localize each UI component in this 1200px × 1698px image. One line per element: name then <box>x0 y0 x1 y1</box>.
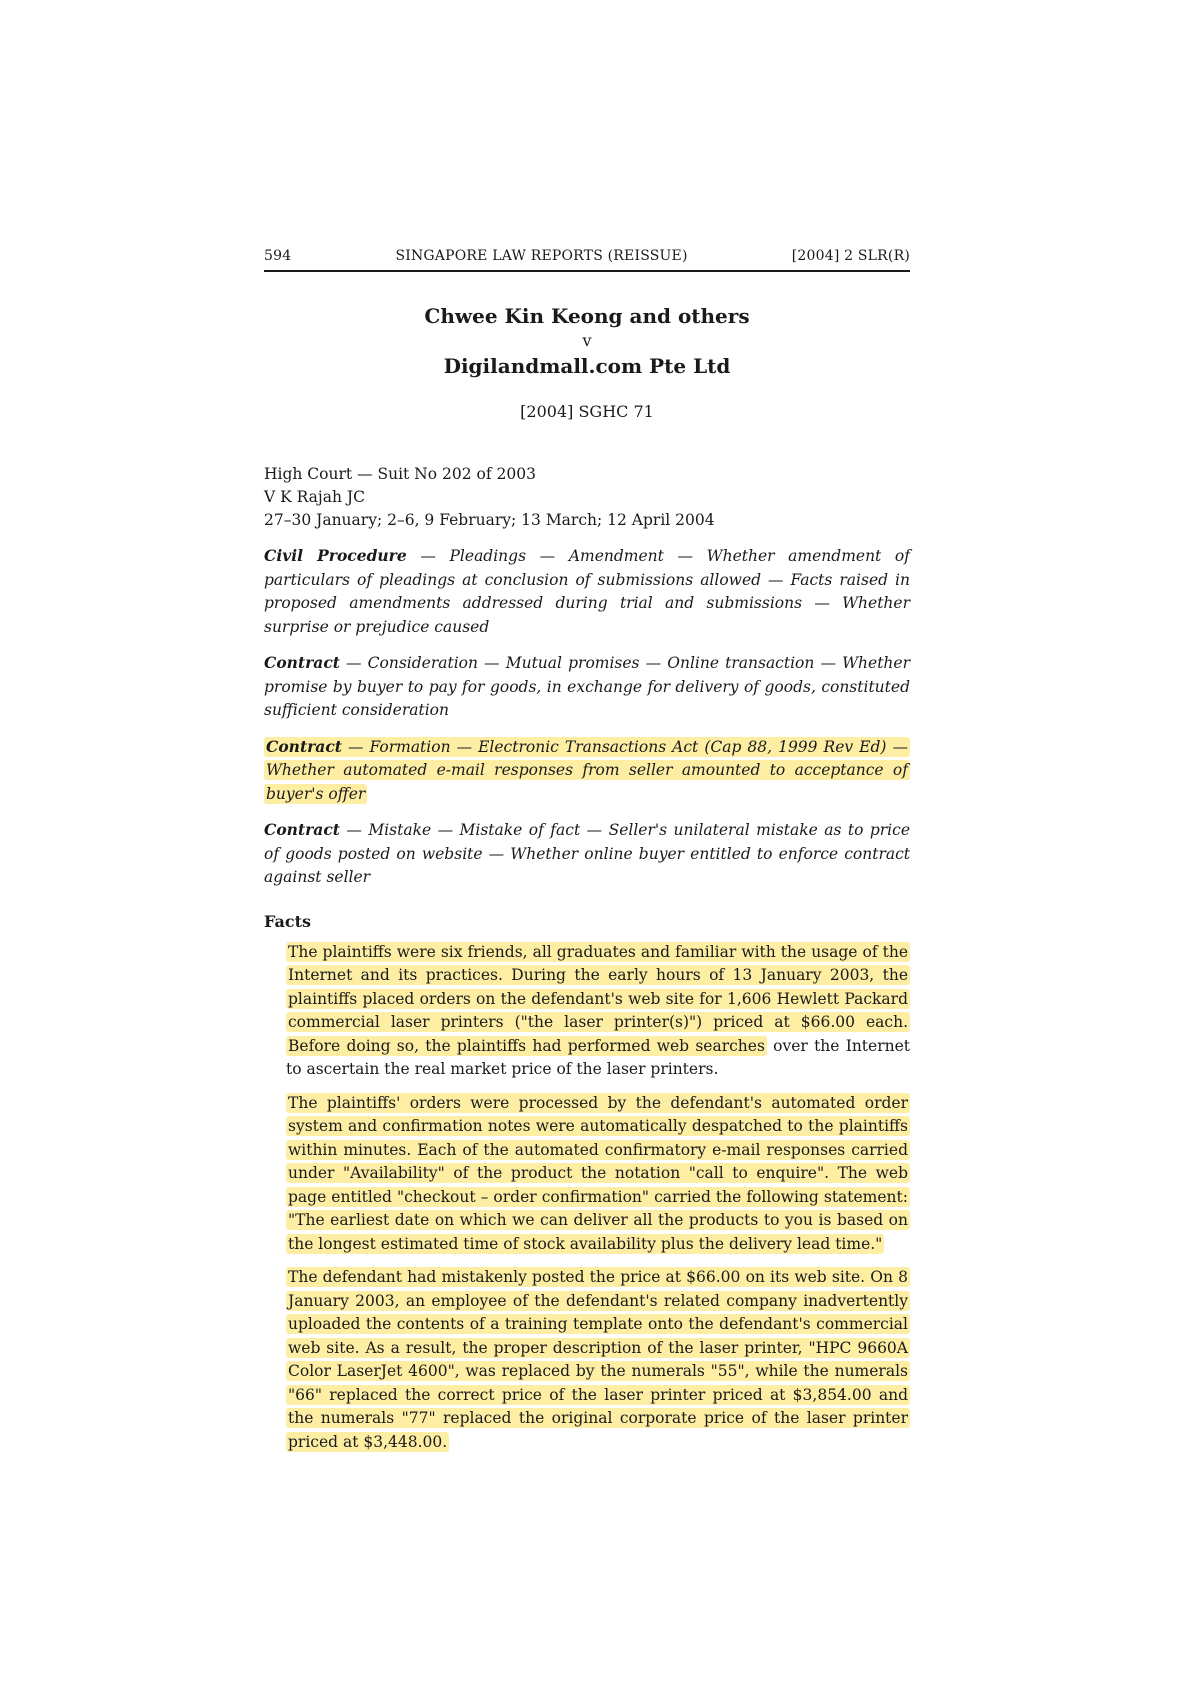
catchword-text: — Pleadings — Amendment — Whether amendment of particulars of pleadings at conclusion of submissions allowed — Facts raised in proposed amendments addressed during trial and submissions — Whether surprise or prejudice caused <box>264 547 910 636</box>
catchword-contract-mistake <box>264 818 910 890</box>
catchword-text: — Mistake — Mistake of fact — Seller's unilateral mistake as to price of goods posted on website — Whether online buyer entitled to enforce contract against seller <box>264 821 910 886</box>
plain-text: over the Internet to ascertain the real market price of the laser printers. <box>286 1036 910 1078</box>
law-report-page <box>264 248 910 1464</box>
party-defendant: Digilandmall.com Pte Ltd <box>443 354 731 378</box>
volume-citation: [2004] 2 SLR(R) <box>791 248 910 264</box>
page-number: 594 <box>264 248 292 264</box>
court-info <box>264 463 910 532</box>
catchword-text: — Formation — Electronic Transactions Act (Cap 88, 1999 Rev Ed) — Whether automated e-mail responses from seller amounted to acceptance of buyer's offer <box>266 737 908 803</box>
catchword-head: Contract <box>264 820 340 839</box>
hearing-dates: 27–30 January; 2–6, 9 February; 13 March; 12 April 2004 <box>264 511 715 529</box>
judge: V K Rajah JC <box>264 488 365 506</box>
case-title <box>264 302 910 380</box>
catchword-civil-procedure <box>264 544 910 639</box>
catchword-text: — Consideration — Mutual promises — Online transaction — Whether promise by buyer to pay for goods, in exchange for delivery of goods, constituted sufficient consideration <box>264 654 910 719</box>
highlighted-text: The defendant had mistakenly posted the price at $66.00 on its web site. On 8 January 2003, an employee of the defendant's related company inadvertently uploaded the contents of a training template onto the defendant's commercial web site. As a result, the proper description of the laser printer, "HPC 9660A Color LaserJet 4600", was replaced by the numerals "55", while the numerals "66" replaced the correct price of the laser printer priced at $3,854.00 and the numerals "77" replaced the original corporate price of the laser printer priced at $3,448.00. <box>288 1268 908 1451</box>
catchword-head: Contract <box>266 736 342 756</box>
catchword-contract-formation <box>264 735 910 807</box>
catchword-head: Contract <box>264 653 340 672</box>
report-title: SINGAPORE LAW REPORTS (REISSUE) <box>395 248 688 264</box>
catchword-contract-consideration <box>264 651 910 723</box>
facts-paragraph-3 <box>286 1266 910 1454</box>
facts-heading: Facts <box>264 911 311 931</box>
facts-paragraph-2 <box>286 1092 910 1257</box>
facts-body <box>264 941 910 1455</box>
catchword-head: Civil Procedure <box>264 546 407 565</box>
highlighted-catchword <box>264 737 910 804</box>
versus: v <box>582 331 592 350</box>
running-header <box>264 248 910 272</box>
highlighted-text: The plaintiffs were six friends, all graduates and familiar with the usage of the Internet and its practices. During the early hours of 13 January 2003, the plaintiffs placed orders on the defendant's web site for 1,606 Hewlett Packard commercial laser printers ("the laser printer(s)") priced at $66.00 each. Before doing so, the plaintiffs had performed web searches <box>288 942 908 1055</box>
party-plaintiff: Chwee Kin Keong and others <box>424 304 750 328</box>
highlighted-text: The plaintiffs' orders were processed by the defendant's automated order system and confirmation notes were automatically despatched to the plaintiffs within minutes. Each of the automated confirmatory e-mail responses carried under "Availability" of the product the notation "call to enquire". The web page entitled "checkout – order confirmation" carried the following statement: "The earliest date on which we can deliver all the products to you is based on the longest estimated time of stock availability plus the delivery lead time." <box>288 1093 908 1253</box>
facts-paragraph-1 <box>286 941 910 1082</box>
court-suit: High Court — Suit No 202 of 2003 <box>264 465 536 483</box>
neutral-citation: [2004] SGHC 71 <box>520 402 654 421</box>
